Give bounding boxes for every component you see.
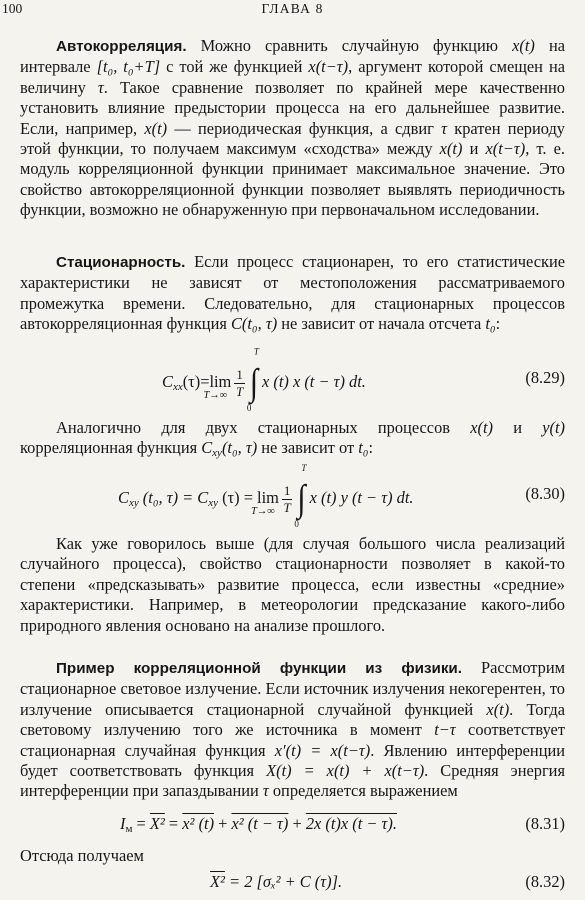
mean-term: 2x (t)x (t − τ).: [305, 814, 397, 833]
math-inline: x(t): [486, 699, 510, 719]
paragraph-physics-example: [20, 658, 565, 802]
text: на интервале: [20, 36, 565, 77]
equation-body: [120, 814, 397, 835]
integrand: x (t) x (t − τ) dt.: [262, 371, 366, 391]
integral-upper-limit: T: [253, 346, 259, 357]
subscript: xx: [172, 380, 183, 393]
text: , аргумент которой смещен на величину: [20, 57, 566, 97]
integral-sign: ∫ T 0: [294, 462, 307, 529]
fraction: [234, 367, 245, 400]
integral-upper-limit: T: [301, 462, 307, 473]
text: определяется выражением: [268, 781, 458, 801]
subscript: xy: [128, 496, 139, 509]
math-inline: x(t): [439, 139, 463, 159]
math-inline: C: [201, 438, 213, 458]
math-inline: x(t−τ): [308, 57, 349, 77]
paragraph-hence: Отсюда получаем: [20, 846, 144, 865]
argument: (t₀, τ) =: [138, 487, 198, 507]
symbol: C: [118, 487, 129, 507]
numerator: 1: [236, 366, 243, 382]
denominator: T: [235, 383, 244, 399]
equation-number: (8.32): [525, 872, 565, 891]
mean-term: X²: [149, 814, 165, 833]
text: — периодическая функция, а сдвиг: [167, 118, 442, 138]
text: :: [495, 314, 501, 334]
fraction: [282, 483, 293, 516]
math-inline: τ: [441, 118, 447, 138]
heading-autocorrelation: Автокорреляция.: [56, 38, 187, 55]
page-number: 100: [2, 1, 23, 16]
text: . Тогда световому излучению того же источника в момент: [20, 699, 565, 740]
symbol: I: [120, 814, 126, 833]
math-inline: t−τ: [434, 720, 456, 740]
text: . Такое сравнение позволяет по крайней мере качественно установить влияние предыстории процесса на его дальнейшее развитие. Если, например,: [20, 77, 565, 138]
text: кратен периоду этой функции, то получаем максимум «сходства» между: [20, 118, 565, 159]
math-inline: (t₀, τ): [221, 438, 258, 458]
running-header: [0, 1, 585, 21]
math-inline: x(t): [512, 36, 535, 55]
math-inline: y(t): [542, 418, 565, 437]
math-inline: x(t−τ): [485, 139, 526, 159]
integral-sign: ∫ T 0: [246, 346, 259, 413]
text: . Явлению интерференции будет соответствовать функция: [20, 740, 566, 781]
equation-8-29: [20, 346, 565, 414]
equation-8-32: [20, 872, 565, 898]
argument: (τ)=: [182, 371, 210, 391]
subscript: xy: [212, 447, 222, 460]
equation-number: (8.31): [525, 814, 565, 833]
math-inline: x(t): [470, 418, 493, 437]
lim-subscript: T→∞: [203, 389, 228, 401]
equation-8-30: [20, 462, 565, 530]
operator: =: [132, 814, 150, 833]
text: не зависит от начала отсчета: [277, 314, 486, 334]
rhs: = 2 [σₓ² + C (τ)].: [224, 872, 343, 891]
subscript: xy: [208, 496, 218, 509]
integral-lower-limit: 0: [294, 519, 299, 529]
heading-physics-example: Пример корреляционной функции из физики.: [56, 660, 462, 677]
chapter-title: ГЛАВА 8: [261, 1, 324, 16]
mean-term: x² (t − τ): [231, 814, 289, 833]
equation-body: [210, 872, 342, 892]
text: Аналогично для двух стационарных процессов: [56, 418, 471, 437]
text: Рассмотрим стационарное световое излучение. Если источник излучения некогерентен, то излучение описывается стационарной случайной функцией: [20, 658, 566, 719]
text: , т. е. модуль корреляционной функции принимает максимальное значение. Это свойство автокорреляционной функции позволяет выявлять периодичность функции, возможно не обнаруженную при первоначальном исследовании.: [20, 139, 565, 220]
text: не зависит от: [257, 438, 359, 458]
text: Можно сравнить случайную функцию: [186, 36, 513, 55]
lim-subscript: T→∞: [251, 505, 275, 517]
math-inline: C(t₀, τ): [230, 314, 278, 334]
paragraph-cross-correlation: [20, 418, 565, 464]
heading-stationarity: Стационарность.: [56, 254, 186, 271]
denominator: T: [283, 499, 291, 515]
text: корреляционная функция: [20, 438, 202, 458]
math-inline: x(t): [144, 118, 168, 138]
text: с той же функцией: [160, 57, 309, 77]
operator: +: [214, 814, 232, 833]
math-inline: X(t) = x(t) + x(t−τ): [266, 761, 425, 781]
equation-body: [162, 346, 366, 413]
integrand: x (t) y (t − τ) dt.: [309, 487, 414, 507]
math-inline: τ: [97, 77, 104, 97]
math-inline: x′(t) = x(t−τ): [274, 740, 371, 760]
math-inline: t₀: [358, 438, 369, 458]
equation-body: [118, 462, 414, 529]
lim-text: lim: [209, 371, 232, 391]
mean-term: x² (t): [182, 814, 215, 833]
paragraph-autocorrelation: [20, 36, 565, 221]
operator: +: [288, 814, 306, 833]
paragraph-stationarity: [20, 252, 565, 335]
argument: (τ) =: [218, 487, 258, 507]
symbol: C: [197, 487, 209, 507]
text: Если процесс стационарен, то его статистические характеристики не зависят от местоположения рассматриваемого промежутка времени. Следовательно, для стационарных процессов автокорреляционная функция: [20, 252, 565, 334]
paragraph-prediction: Как уже говорилось выше (для случая большого числа реализаций случайного процесса), свойство стационарности позволяет в какой-то степени «предсказывать» развитие процесса, если известны «средние» характеристики. Например, в метеорологии предсказание какого-либо природного явления основано на анализе прошлого.: [20, 534, 565, 635]
math-inline: t₀: [485, 314, 496, 334]
numerator: 1: [283, 482, 291, 498]
equation-number: (8.29): [525, 368, 565, 387]
text: :: [368, 438, 374, 458]
math-inline: τ: [262, 781, 269, 801]
math-inline: [t₀, t₀+T]: [96, 57, 161, 77]
subscript: м: [125, 823, 133, 835]
operator: =: [164, 814, 183, 833]
equation-number: (8.30): [525, 484, 565, 503]
text: . Средняя энергия интерференции при запаздывании: [20, 761, 565, 801]
text: соответствует стационарная случайная функция: [20, 720, 565, 760]
integral-lower-limit: 0: [246, 403, 252, 413]
lim-text: lim: [257, 487, 279, 507]
equation-8-31: [20, 812, 565, 838]
limit-operator: [203, 371, 232, 401]
symbol: C: [162, 371, 173, 391]
limit-operator: [251, 487, 279, 517]
text: и: [462, 139, 486, 159]
mean-term: X²: [210, 872, 225, 891]
text: и: [493, 418, 543, 437]
